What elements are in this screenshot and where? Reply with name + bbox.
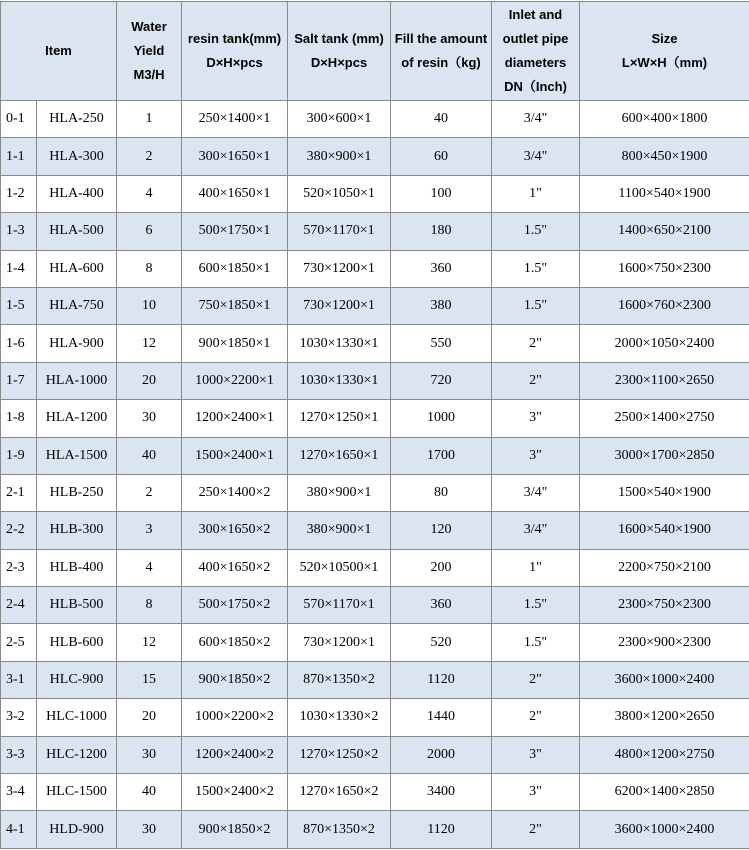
row-resin-tank: 750×1850×1	[182, 287, 288, 324]
row-water-yield: 4	[117, 549, 182, 586]
row-resin-tank: 400×1650×2	[182, 549, 288, 586]
table-row	[1, 549, 749, 586]
row-resin-tank: 250×1400×1	[182, 101, 288, 138]
row-salt-tank: 1270×1250×2	[288, 736, 391, 773]
row-size: 6200×1400×2850	[580, 774, 749, 811]
row-model: HLB-600	[37, 624, 117, 661]
row-size: 3600×1000×2400	[580, 811, 749, 848]
row-pipe-diameter: 1.5"	[492, 587, 580, 624]
row-resin-tank: 300×1650×1	[182, 138, 288, 175]
row-model: HLA-500	[37, 213, 117, 250]
row-size: 1500×540×1900	[580, 474, 749, 511]
row-pipe-diameter: 1.5"	[492, 624, 580, 661]
table-row	[1, 512, 749, 549]
row-salt-tank: 1030×1330×1	[288, 362, 391, 399]
row-water-yield: 12	[117, 624, 182, 661]
row-resin-amount: 1700	[391, 437, 492, 474]
row-size: 1100×540×1900	[580, 175, 749, 212]
row-size: 1400×650×2100	[580, 213, 749, 250]
row-code: 3-2	[1, 699, 37, 736]
table-header	[1, 2, 749, 101]
row-code: 1-9	[1, 437, 37, 474]
row-code: 2-5	[1, 624, 37, 661]
header-item	[1, 2, 117, 101]
row-code: 1-2	[1, 175, 37, 212]
table-row	[1, 624, 749, 661]
row-resin-amount: 180	[391, 213, 492, 250]
row-water-yield: 20	[117, 362, 182, 399]
row-size: 800×450×1900	[580, 138, 749, 175]
row-resin-amount: 360	[391, 250, 492, 287]
row-salt-tank: 520×1050×1	[288, 175, 391, 212]
row-resin-tank: 300×1650×2	[182, 512, 288, 549]
row-salt-tank: 1030×1330×2	[288, 699, 391, 736]
row-size: 3800×1200×2650	[580, 699, 749, 736]
row-pipe-diameter: 2"	[492, 325, 580, 362]
table-body	[1, 101, 749, 849]
row-water-yield: 3	[117, 512, 182, 549]
row-resin-amount: 2000	[391, 736, 492, 773]
row-resin-tank: 500×1750×1	[182, 213, 288, 250]
row-size: 2000×1050×2400	[580, 325, 749, 362]
row-code: 1-6	[1, 325, 37, 362]
row-resin-tank: 400×1650×1	[182, 175, 288, 212]
row-salt-tank: 870×1350×2	[288, 811, 391, 848]
header-salt-tank: Salt tank (mm) D×H×pcs	[288, 2, 391, 101]
row-size: 3600×1000×2400	[580, 661, 749, 698]
row-code: 1-1	[1, 138, 37, 175]
row-resin-amount: 100	[391, 175, 492, 212]
row-resin-tank: 500×1750×2	[182, 587, 288, 624]
row-model: HLA-600	[37, 250, 117, 287]
row-size: 2300×900×2300	[580, 624, 749, 661]
row-water-yield: 8	[117, 587, 182, 624]
row-pipe-diameter: 2"	[492, 811, 580, 848]
row-model: HLA-300	[37, 138, 117, 175]
row-pipe-diameter: 3/4"	[492, 474, 580, 511]
row-resin-tank: 900×1850×2	[182, 661, 288, 698]
row-resin-amount: 1120	[391, 811, 492, 848]
row-resin-amount: 120	[391, 512, 492, 549]
table-row	[1, 811, 749, 848]
row-salt-tank: 730×1200×1	[288, 287, 391, 324]
row-model: HLC-1200	[37, 736, 117, 773]
header-size: Size L×W×H（mm)	[580, 2, 749, 101]
row-size: 2300×750×2300	[580, 587, 749, 624]
header-pipe-diameters: Inlet and outlet pipe diameters DN（Inch)	[492, 2, 580, 101]
row-water-yield: 40	[117, 774, 182, 811]
row-salt-tank: 570×1170×1	[288, 213, 391, 250]
row-water-yield: 20	[117, 699, 182, 736]
row-model: HLA-1200	[37, 400, 117, 437]
row-salt-tank: 520×10500×1	[288, 549, 391, 586]
row-pipe-diameter: 1"	[492, 175, 580, 212]
row-code: 3-4	[1, 774, 37, 811]
row-water-yield: 2	[117, 138, 182, 175]
row-model: HLC-900	[37, 661, 117, 698]
row-model: HLA-250	[37, 101, 117, 138]
row-resin-amount: 520	[391, 624, 492, 661]
row-pipe-diameter: 3/4"	[492, 138, 580, 175]
row-model: HLA-900	[37, 325, 117, 362]
row-salt-tank: 1270×1650×2	[288, 774, 391, 811]
row-resin-tank: 1000×2200×2	[182, 699, 288, 736]
table-row	[1, 287, 749, 324]
row-water-yield: 8	[117, 250, 182, 287]
row-water-yield: 2	[117, 474, 182, 511]
row-salt-tank: 300×600×1	[288, 101, 391, 138]
row-salt-tank: 570×1170×1	[288, 587, 391, 624]
row-salt-tank: 1270×1250×1	[288, 400, 391, 437]
row-resin-amount: 3400	[391, 774, 492, 811]
row-resin-amount: 1440	[391, 699, 492, 736]
row-resin-amount: 380	[391, 287, 492, 324]
row-pipe-diameter: 2"	[492, 362, 580, 399]
row-code: 1-5	[1, 287, 37, 324]
row-model: HLC-1500	[37, 774, 117, 811]
row-resin-tank: 250×1400×2	[182, 474, 288, 511]
header-resin-tank: resin tank(mm) D×H×pcs	[182, 2, 288, 101]
row-resin-amount: 80	[391, 474, 492, 511]
row-size: 600×400×1800	[580, 101, 749, 138]
row-resin-amount: 720	[391, 362, 492, 399]
table-row	[1, 362, 749, 399]
row-code: 0-1	[1, 101, 37, 138]
row-resin-tank: 1200×2400×1	[182, 400, 288, 437]
row-pipe-diameter: 3/4"	[492, 512, 580, 549]
table-row	[1, 213, 749, 250]
table-row	[1, 587, 749, 624]
row-pipe-diameter: 1.5"	[492, 213, 580, 250]
row-salt-tank: 380×900×1	[288, 138, 391, 175]
table-row	[1, 400, 749, 437]
row-resin-tank: 900×1850×2	[182, 811, 288, 848]
row-model: HLB-400	[37, 549, 117, 586]
row-resin-amount: 360	[391, 587, 492, 624]
row-water-yield: 4	[117, 175, 182, 212]
row-resin-tank: 1500×2400×1	[182, 437, 288, 474]
row-size: 1600×540×1900	[580, 512, 749, 549]
row-model: HLA-1500	[37, 437, 117, 474]
row-salt-tank: 1030×1330×1	[288, 325, 391, 362]
row-pipe-diameter: 3"	[492, 774, 580, 811]
row-salt-tank: 730×1200×1	[288, 250, 391, 287]
row-resin-tank: 1200×2400×2	[182, 736, 288, 773]
spec-table	[0, 1, 749, 849]
row-resin-amount: 550	[391, 325, 492, 362]
row-pipe-diameter: 1.5"	[492, 287, 580, 324]
row-pipe-diameter: 3"	[492, 736, 580, 773]
header-water-yield: Water Yield M3/H	[117, 2, 182, 101]
row-model: HLA-750	[37, 287, 117, 324]
row-size: 2300×1100×2650	[580, 362, 749, 399]
row-resin-tank: 600×1850×2	[182, 624, 288, 661]
row-size: 2500×1400×2750	[580, 400, 749, 437]
row-resin-tank: 1000×2200×1	[182, 362, 288, 399]
row-resin-tank: 1500×2400×2	[182, 774, 288, 811]
row-water-yield: 1	[117, 101, 182, 138]
row-resin-amount: 1120	[391, 661, 492, 698]
row-water-yield: 40	[117, 437, 182, 474]
table-row	[1, 138, 749, 175]
row-salt-tank: 1270×1650×1	[288, 437, 391, 474]
row-size: 1600×760×2300	[580, 287, 749, 324]
row-code: 2-4	[1, 587, 37, 624]
table-row	[1, 250, 749, 287]
row-model: HLB-500	[37, 587, 117, 624]
row-model: HLC-1000	[37, 699, 117, 736]
header-fill-amount: Fill the amount of resin（kg)	[391, 2, 492, 101]
row-resin-amount: 40	[391, 101, 492, 138]
row-pipe-diameter: 1.5"	[492, 250, 580, 287]
row-resin-amount: 1000	[391, 400, 492, 437]
row-water-yield: 30	[117, 736, 182, 773]
row-salt-tank: 380×900×1	[288, 512, 391, 549]
row-water-yield: 10	[117, 287, 182, 324]
row-pipe-diameter: 3"	[492, 437, 580, 474]
row-water-yield: 30	[117, 400, 182, 437]
row-resin-tank: 600×1850×1	[182, 250, 288, 287]
table-row	[1, 325, 749, 362]
row-size: 4800×1200×2750	[580, 736, 749, 773]
table-row	[1, 437, 749, 474]
table-row	[1, 736, 749, 773]
row-pipe-diameter: 2"	[492, 699, 580, 736]
table-row	[1, 774, 749, 811]
row-water-yield: 30	[117, 811, 182, 848]
row-model: HLA-400	[37, 175, 117, 212]
row-model: HLB-250	[37, 474, 117, 511]
row-salt-tank: 380×900×1	[288, 474, 391, 511]
row-code: 1-7	[1, 362, 37, 399]
row-size: 2200×750×2100	[580, 549, 749, 586]
row-salt-tank: 870×1350×2	[288, 661, 391, 698]
row-pipe-diameter: 3"	[492, 400, 580, 437]
row-code: 2-1	[1, 474, 37, 511]
row-code: 3-3	[1, 736, 37, 773]
row-pipe-diameter: 3/4"	[492, 101, 580, 138]
table-row	[1, 661, 749, 698]
table-row	[1, 101, 749, 138]
row-code: 1-8	[1, 400, 37, 437]
table-row	[1, 699, 749, 736]
row-water-yield: 6	[117, 213, 182, 250]
row-pipe-diameter: 1"	[492, 549, 580, 586]
row-code: 2-3	[1, 549, 37, 586]
row-code: 1-4	[1, 250, 37, 287]
row-resin-amount: 60	[391, 138, 492, 175]
row-size: 3000×1700×2850	[580, 437, 749, 474]
row-model: HLB-300	[37, 512, 117, 549]
row-pipe-diameter: 2"	[492, 661, 580, 698]
row-model: HLD-900	[37, 811, 117, 848]
row-water-yield: 12	[117, 325, 182, 362]
row-water-yield: 15	[117, 661, 182, 698]
row-code: 3-1	[1, 661, 37, 698]
row-resin-amount: 200	[391, 549, 492, 586]
table-row	[1, 175, 749, 212]
row-model: HLA-1000	[37, 362, 117, 399]
row-size: 1600×750×2300	[580, 250, 749, 287]
row-code: 4-1	[1, 811, 37, 848]
table-row	[1, 474, 749, 511]
row-code: 1-3	[1, 213, 37, 250]
row-code: 2-2	[1, 512, 37, 549]
header-item-label: Item	[1, 39, 116, 63]
row-salt-tank: 730×1200×1	[288, 624, 391, 661]
row-resin-tank: 900×1850×1	[182, 325, 288, 362]
